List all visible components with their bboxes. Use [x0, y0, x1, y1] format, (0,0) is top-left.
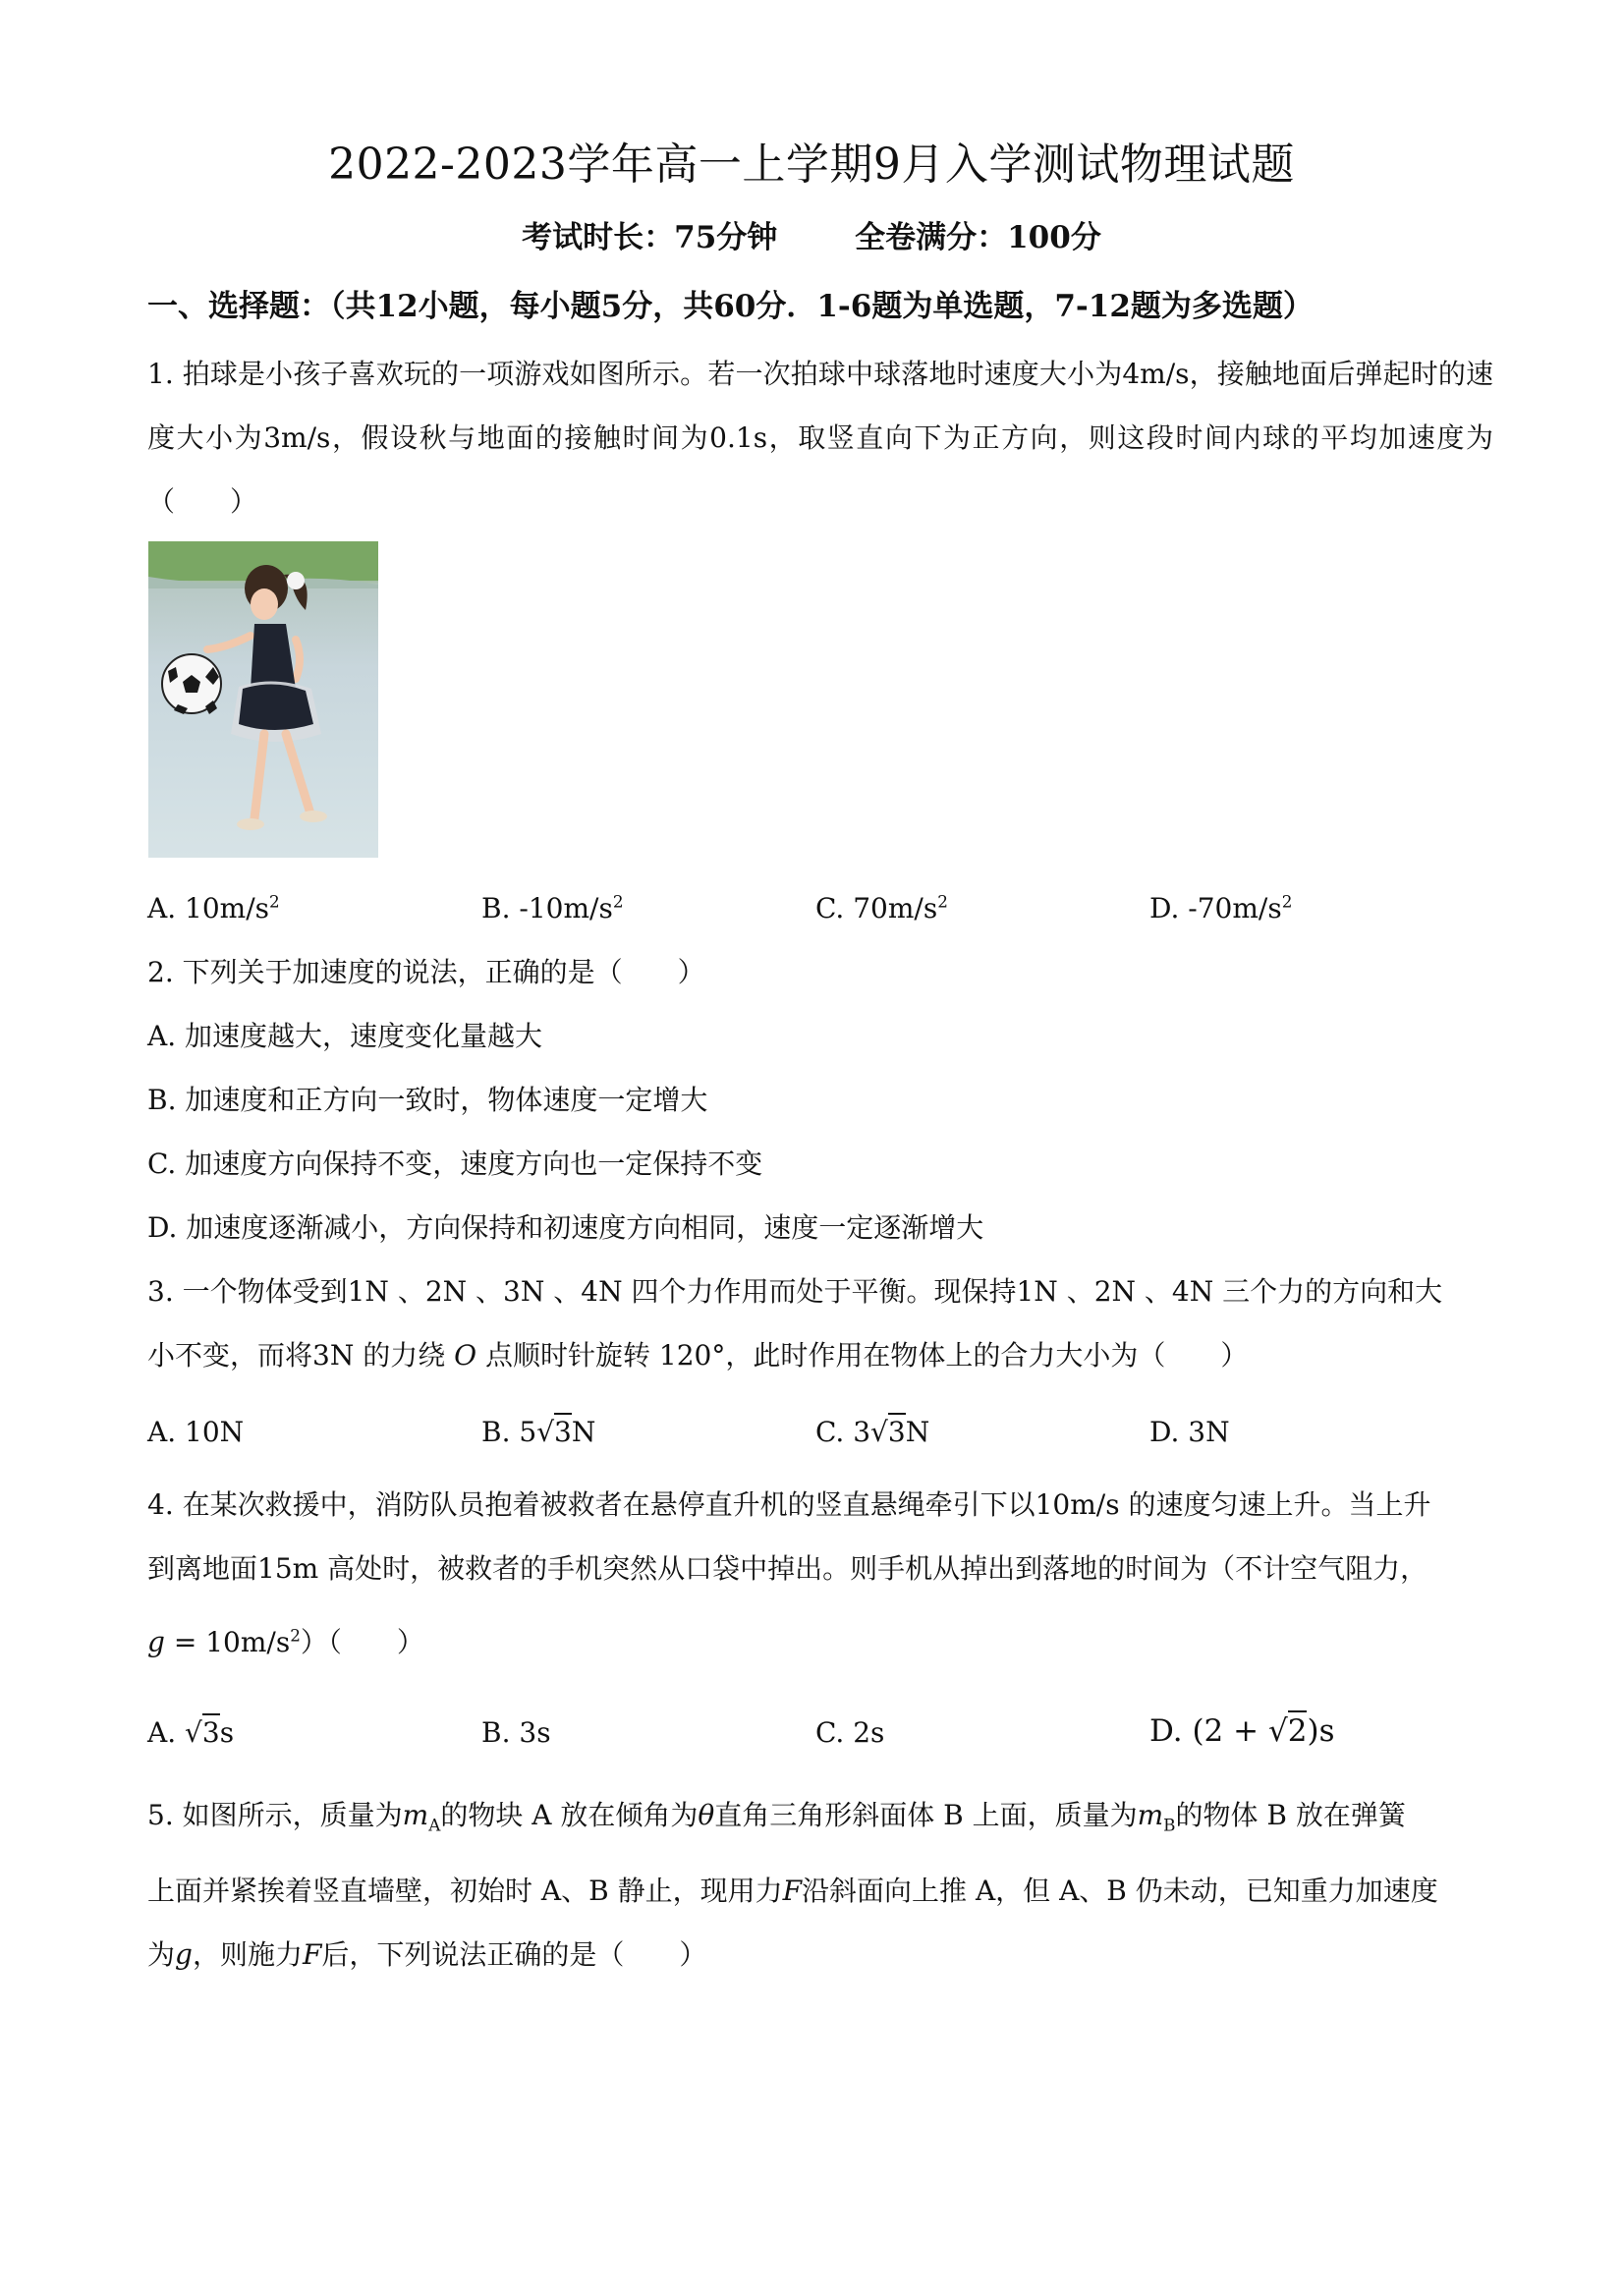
- q3-option-b[interactable]: B. 5√3N: [481, 1411, 595, 1454]
- exam-duration: 考试时长：75分钟: [522, 220, 778, 255]
- q1-stem: 1. 拍球是小孩子喜欢玩的一项游戏如图所示。若一次拍球中球落地时速度大小为4m/s，接触地面后弹起时的速度大小为3m/s，假设秋与地面的接触时间为0.1s，取竖直向下为正方向，则这段时间内球的平均加速度为（ ）: [147, 358, 1493, 518]
- q3-stem-line1: 3. 一个物体受到1N 、2N 、3N 、4N 四个力作用而处于平衡。现保持1N 、2N 、4N 三个力的方向和大: [147, 1275, 1443, 1308]
- sqrt-sign: √: [870, 1416, 888, 1448]
- section-heading: 一、选择题：（共12小题，每小题5分，共60分．1-6题为单选题，7-12题为多选题）: [147, 289, 1314, 324]
- sqrt-sign: √: [536, 1416, 555, 1448]
- page-title: 2022-2023学年高一上学期9月入学测试物理试题: [328, 140, 1295, 190]
- q4-stem-line3: $g = 10m/s^2$）（ ）: [147, 1625, 424, 1658]
- q2-option-c[interactable]: C. 加速度方向保持不变，速度方向也一定保持不变: [147, 1148, 763, 1180]
- exam-meta: [0, 216, 1623, 259]
- q2-stem: 2. 下列关于加速度的说法，正确的是（ ）: [147, 956, 705, 988]
- q1-figure-girl-bouncing-ball: [148, 541, 378, 858]
- q3-option-d[interactable]: D. 3N: [1149, 1416, 1230, 1448]
- sqrt-sign: √: [1267, 1713, 1288, 1749]
- point-o: O: [454, 1339, 477, 1372]
- q2-option-d[interactable]: D. 加速度逐渐减小，方向保持和初速度方向相同，速度一定逐渐增大: [147, 1211, 984, 1244]
- q1-option-a[interactable]: A. $10m/s^2$: [147, 891, 280, 924]
- q4-option-a[interactable]: A. √3s: [147, 1711, 234, 1755]
- q3-option-a[interactable]: A. 10N: [147, 1416, 245, 1448]
- q4-option-d[interactable]: D. (2 + √2)s: [1149, 1709, 1334, 1753]
- q1-illustration: [148, 541, 378, 858]
- q5-stem-line3: 为g，则施力F后，下列说法正确的是（ ）: [147, 1938, 707, 1971]
- q2-option-a[interactable]: A. 加速度越大，速度变化量越大: [147, 1020, 543, 1052]
- q1-option-b[interactable]: B. $-10m/s^2$: [481, 891, 624, 924]
- q3-stem-line2: 小不变，而将3N 的力绕 O 点顺时针旋转 120°，此时作用在物体上的合力大小为（ ）: [147, 1339, 1249, 1372]
- q4-stem-line2: 到离地面15m 高处时，被救者的手机突然从口袋中掉出。则手机从掉出到落地的时间为（不计空气阻力，: [147, 1552, 1428, 1585]
- q3-option-c[interactable]: C. 3√3N: [815, 1411, 929, 1454]
- q1-option-c[interactable]: C. $70m/s^2$: [815, 891, 948, 924]
- q5-stem-line1: 5. 如图所示，质量为$m_A$的物块 A 放在倾角为θ直角三角形斜面体 B 上面，质量为$m_B$的物体 B 放在弹簧: [147, 1799, 1406, 1835]
- q4-option-c[interactable]: C. 2s: [815, 1716, 885, 1749]
- q4-stem-line1: 4. 在某次救援中，消防队员抱着被救者在悬停直升机的竖直悬绳牵引下以10m/s 的速度匀速上升。当上升: [147, 1488, 1431, 1521]
- q4-option-b[interactable]: B. 3s: [481, 1716, 551, 1749]
- q5-stem-line2: 上面并紧挨着竖直墙壁，初始时 A、B 静止，现用力F沿斜面向上推 A，但 A、B 仍未动，已知重力加速度: [147, 1875, 1438, 1907]
- q2-option-b[interactable]: B. 加速度和正方向一致时，物体速度一定增大: [147, 1084, 708, 1116]
- sqrt-sign: √: [185, 1716, 202, 1749]
- exam-full-score: 全卷满分：100分: [855, 220, 1101, 255]
- q1-option-d[interactable]: D. $-70m/s^2$: [1149, 891, 1293, 924]
